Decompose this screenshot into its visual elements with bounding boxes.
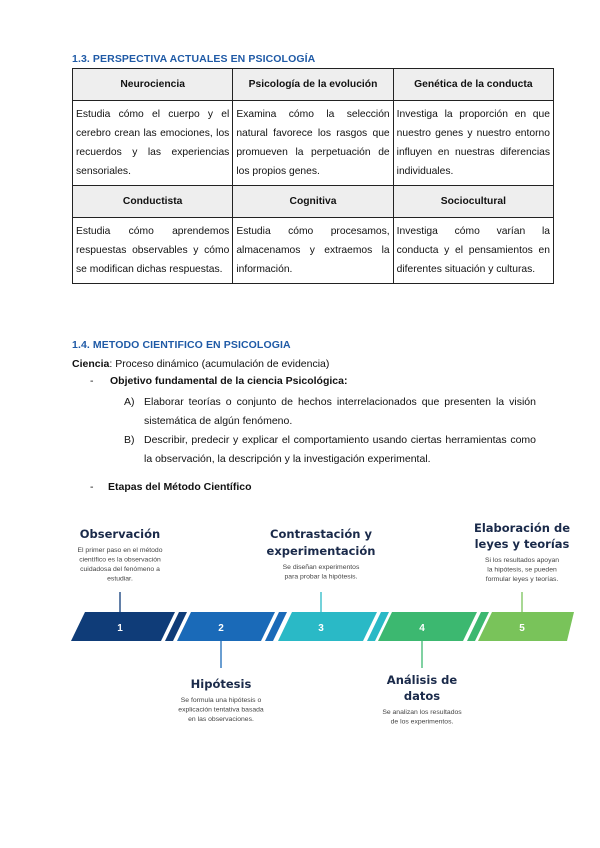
step-title: leyes y teorías	[474, 537, 570, 551]
step-description: explicación tentativa basada	[178, 706, 264, 714]
step-title: Análisis de	[386, 673, 458, 687]
list-item-text: Elaborar teorías o conjunto de hechos interrelacionados que presenten la visión sistemática de algún fenómeno.	[144, 396, 536, 427]
section-title-perspectivas: 1.3. PERSPECTIVA ACTUALES EN PSICOLOGÍA	[72, 53, 316, 65]
step-description: Se diseñan experimentos	[282, 564, 360, 571]
table-cell: Examina cómo la selección natural favorece los rasgos que promueven la perpetuación de los propios genes.	[233, 101, 393, 186]
list-item	[124, 393, 536, 431]
step-number: 5	[519, 623, 525, 634]
table-cell: Estudia cómo el cuerpo y el cerebro crean las emociones, los recuerdos y las experiencias sensoriales.	[73, 101, 233, 186]
table-header-cell: Conductista	[73, 186, 233, 218]
objetivo-bullet	[90, 375, 348, 387]
step-segment	[378, 612, 477, 641]
step-title: experimentación	[266, 544, 376, 558]
table-row	[73, 218, 554, 284]
list-item-text: Describir, predecir y explicar el comportamiento usando ciertas herramientas como la observación, la descripción y la investigación experimental.	[144, 434, 536, 465]
ciencia-definition	[72, 356, 329, 372]
list-item-letter: B)	[124, 434, 135, 446]
table-header-cell: Neurociencia	[73, 69, 233, 101]
section-title-metodo: 1.4. METODO CIENTIFICO EN PSICOLOGIA	[72, 339, 291, 351]
step-description: para probar la hipótesis.	[284, 573, 358, 581]
step-segment	[478, 612, 574, 641]
table-header-cell: Genética de la conducta	[393, 69, 553, 101]
etapas-heading: Etapas del Método Científico	[108, 481, 252, 493]
list-item	[124, 431, 536, 469]
step-description: formular leyes y teorías.	[485, 576, 559, 583]
step-description: Se analizan los resultados	[382, 709, 462, 716]
table-header-cell: Cognitiva	[233, 186, 393, 218]
step-description: la hipótesis, se pueden	[487, 566, 557, 574]
step-description: en las observaciones.	[188, 716, 254, 723]
objetivo-heading: Objetivo fundamental de la ciencia Psicológica:	[110, 375, 348, 387]
step-title: datos	[403, 689, 441, 703]
step-description: científico es la observación	[79, 556, 161, 564]
step-title: Observación	[79, 527, 161, 541]
scientific-method-diagram	[0, 510, 600, 740]
step-title: Hipótesis	[190, 677, 252, 691]
ciencia-label: Ciencia	[72, 358, 110, 370]
etapas-bullet	[90, 481, 252, 493]
step-title: Elaboración de	[473, 521, 571, 535]
step-number: 1	[117, 623, 123, 634]
table-cell: Investiga cómo varían la conducta y el pensamientos en diferentes situación y culturas.	[393, 218, 553, 284]
table-cell: Estudia cómo aprendemos respuestas observables y cómo se modifican dichas respuestas.	[73, 218, 233, 284]
table-cell: Investiga la proporción en que nuestro genes y nuestro entorno influyen en nuestras diferencias individuales.	[393, 101, 553, 186]
table-header-row	[73, 69, 554, 101]
perspectives-table	[72, 68, 554, 284]
step-segment	[278, 612, 377, 641]
ciencia-text: : Proceso dinámico (acumulación de evidencia)	[109, 358, 330, 370]
step-segment	[71, 612, 175, 641]
bullet-dash: -	[90, 481, 94, 493]
step-description: Se formula una hipótesis o	[180, 697, 262, 704]
table-header-cell: Sociocultural	[393, 186, 553, 218]
step-number: 3	[318, 623, 324, 634]
table-cell: Estudia cómo procesamos, almacenamos y extraemos la información.	[233, 218, 393, 284]
step-description: cuidadosa del fenómeno a	[80, 566, 160, 573]
table-header-row	[73, 186, 554, 218]
step-segment	[177, 612, 275, 641]
step-description: Si los resultados apoyan	[484, 557, 560, 564]
step-number: 4	[419, 623, 425, 634]
step-description: estudiar.	[107, 575, 133, 583]
step-number: 2	[218, 623, 224, 634]
step-title: Contrastación y	[270, 527, 372, 541]
table-row	[73, 101, 554, 186]
step-description: de los experimentos.	[390, 718, 454, 726]
bullet-dash: -	[90, 375, 94, 387]
step-description: El primer paso en el método	[77, 547, 163, 554]
list-item-letter: A)	[124, 396, 135, 408]
table-header-cell: Psicología de la evolución	[233, 69, 393, 101]
